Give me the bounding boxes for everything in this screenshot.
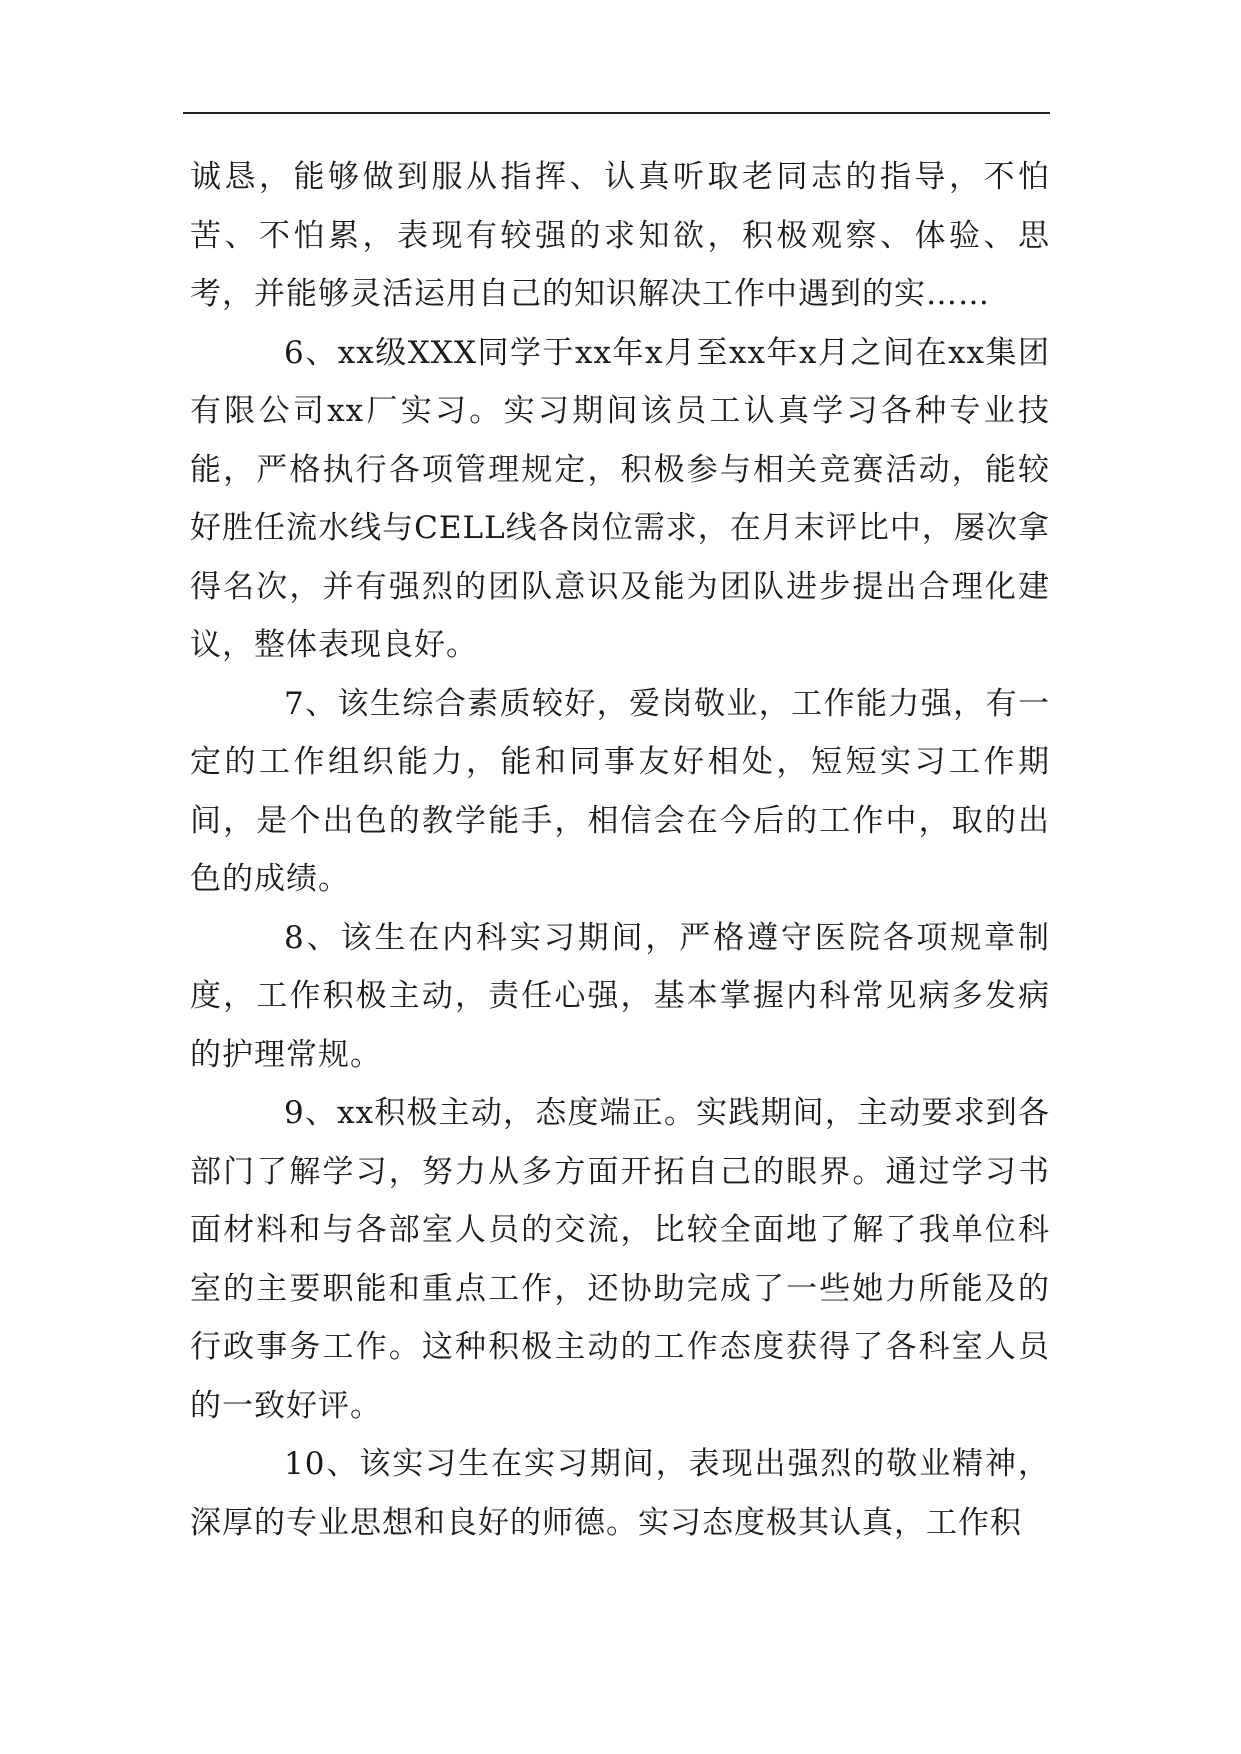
paragraph-continuation: 诚恳，能够做到服从指挥、认真听取老同志的指导，不怕苦、不怕累，表现有较强的求知欲，积极观察、体验、思考，并能够灵活运用自己的知识解决工作中遇到的实…… (190, 159, 1050, 312)
paragraph-7: 7、该生综合素质较好，爱岗敬业，工作能力强，有一定的工作组织能力，能和同事友好相处，短短实习工作期间，是个出色的教学能手，相信会在今后的工作中，取的出色的成绩。 (190, 685, 1050, 897)
paragraph-9: 9、xx积极主动，态度端正。实践期间，主动要求到各部门了解学习，努力从多方面开拓自己的眼界。通过学习书面材料和与各部室人员的交流，比较全面地了解了我单位科室的主要职能和重点工作，还协助完成了一些她力所能及的行政事务工作。这种积极主动的工作态度获得了各科室人员的一致好评。 (190, 1095, 1050, 1424)
header-rule (183, 112, 1050, 114)
paragraph-6: 6、xx级XXX同学于xx年x月至xx年x月之间在xx集团有限公司xx厂实习。实习期间该员工认真学习各种专业技能，严格执行各项管理规定，积极参与相关竞赛活动，能较好胜任流水线与CELL线各岗位需求，在月末评比中，屡次拿得名次，并有强烈的团队意识及能为团队进步提出合理化建议，整体表现良好。 (190, 334, 1050, 663)
paragraph-8: 8、该生在内科实习期间，严格遵守医院各项规章制度，工作积极主动，责任心强，基本掌握内科常见病多发病的护理常规。 (190, 919, 1050, 1073)
document-body (190, 148, 1050, 1552)
paragraph-10: 10、该实习生在实习期间，表现出强烈的敬业精神，深厚的专业思想和良好的师德。实习态度极其认真，工作积 (190, 1446, 1050, 1541)
